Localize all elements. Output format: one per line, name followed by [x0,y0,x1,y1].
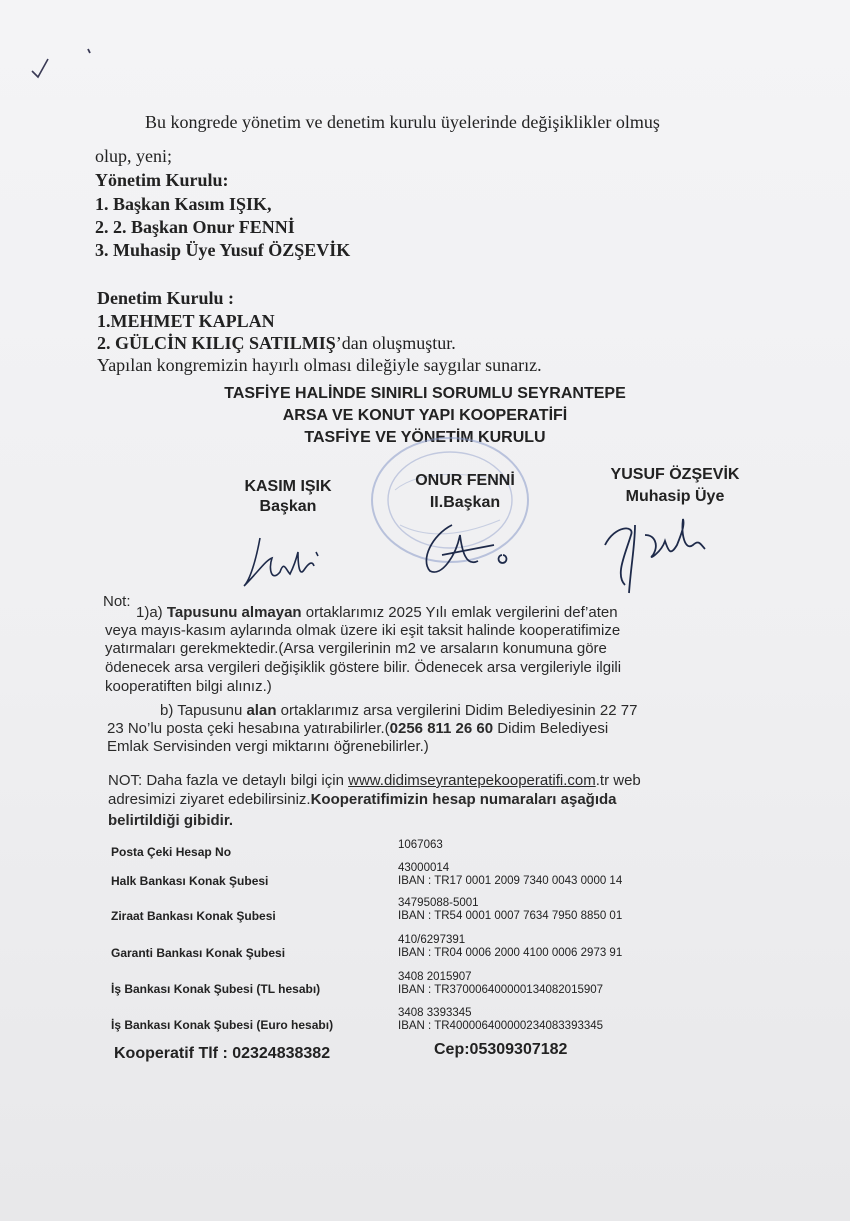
signatory-1-role: Başkan [259,498,317,515]
note-b-prefix: b) Tapusunu [160,702,247,719]
cooperative-phone: Kooperatif Tlf : 02324838382 [114,1045,331,1062]
yonetim-member-2: 2. 2. Başkan Onur FENNİ [95,217,295,237]
website-link[interactable]: www.didimseyrantepekooperatifi.com [348,772,596,789]
note-b-line1 [160,702,637,719]
account-line1-ziraat: 34795088-5001 [398,897,479,909]
not-label: Not: [103,593,131,610]
coop-header-line3: TASFİYE VE YÖNETİM KURULU [304,429,546,446]
signature-2 [412,515,522,580]
info-line2-bold: Kooperatifimizin hesap numaraları aşağıda [310,791,617,808]
denetim-member-2-name: 2. GÜLCİN KILIÇ SATILMIŞ [97,333,336,353]
account-label-halk: Halk Bankası Konak Şubesi [111,874,269,888]
cooperative-mobile: Cep:05309307182 [434,1041,568,1058]
note-b-phone: 0256 811 26 60 [389,720,494,737]
account-line1-is-euro: 3408 3393345 [398,1007,472,1019]
signatory-3-name: YUSUF ÖZŞEVİK [610,466,740,483]
pen-mark [28,45,78,85]
signature-1 [238,530,328,592]
para1-line2: olup, yeni; [95,146,172,166]
coop-header-line2: ARSA VE KONUT YAPI KOOPERATİFİ [282,407,568,424]
denetim-member-1: 1.MEHMET KAPLAN [97,311,275,331]
account-label-garanti: Garanti Bankası Konak Şubesi [111,946,286,960]
yonetim-title: Yönetim Kurulu: [95,170,229,190]
account-iban-is-tl: IBAN : TR370006400000134082015907 [398,984,604,996]
account-line1-is-tl: 3408 2015907 [398,971,472,983]
note-b-line2-pre: 23 No’lu posta çeki hesabına yatırabilirler.( [107,720,390,737]
account-iban-is-euro: IBAN : TR400006400000234083393345 [398,1020,604,1032]
account-label-is-euro: İş Bankası Konak Şubesi (Euro hesabı) [111,1018,334,1032]
para1-line1: Bu kongrede yönetim ve denetim kurulu üyelerinde değişiklikler olmuş [145,112,660,132]
signatory-2-name: ONUR FENNİ [415,472,515,489]
yonetim-member-1: 1. Başkan Kasım IŞIK, [95,194,272,214]
account-line1-garanti: 410/6297391 [398,934,466,946]
coop-header-line1: TASFİYE HALİNDE SINIRLI SORUMLU SEYRANTEPE [224,385,626,402]
closing-line: Yapılan kongremizin hayırlı olması dileğiyle saygılar sunarız. [97,355,542,375]
note-a-line5: kooperatiften bilgi alınız.) [105,678,272,695]
account-line1-halk: 43000014 [398,862,450,874]
note-a-bold: Tapusunu almayan [166,604,302,621]
note-a-line3: yatırmaları gerekmektedir.(Arsa vergilerinin m2 ve arsaların konumuna göre [105,640,607,657]
info-line3: belirtildiği gibidir. [108,812,234,829]
account-label-is-tl: İş Bankası Konak Şubesi (TL hesabı) [111,982,321,996]
account-iban-halk: IBAN : TR17 0001 2009 7340 0043 0000 14 [398,875,623,887]
account-line1-posta: 1067063 [398,839,443,851]
yonetim-member-3: 3. Muhasip Üye Yusuf ÖZŞEVİK [95,240,351,260]
account-iban-ziraat: IBAN : TR54 0001 0007 7634 7950 8850 01 [398,910,623,922]
note-a-line4: ödenecek arsa vergileri değişiklik göstere bilir. Ödenecek arsa vergileriyle ilgili [105,659,622,676]
note-b-line3: Emlak Servisinden vergi miktarını öğrenebilirler.) [107,738,429,755]
info-line2 [108,791,617,808]
note-a-line1 [136,604,618,621]
note-a-line2: veya mayıs-kasım aylarında olmak üzere iki eşit taksit halinde kooperatifimize [105,622,621,639]
denetim-title: Denetim Kurulu : [97,288,234,308]
info-post: .tr web [595,772,641,789]
signatory-3-role: Muhasip Üye [625,488,725,505]
info-line2-pre: adresimizi ziyaret edebilirsiniz. [108,791,311,808]
note-b-bold: alan [246,702,277,719]
note-b-line2-post: Didim Belediyesi [493,720,609,737]
signatory-1-name: KASIM IŞIK [244,478,332,495]
note-b-line2 [107,720,608,737]
signature-3 [595,505,725,595]
denetim-member-2-rest: ’dan oluşmuştur. [335,333,456,353]
note-a-prefix: 1)a) [136,604,167,621]
signatory-2-role: II.Başkan [429,494,501,511]
denetim-member-2 [97,333,456,354]
info-pre: NOT: Daha fazla ve detaylı bilgi için [108,772,349,789]
account-label-posta: Posta Çeki Hesap No [111,845,232,859]
note-a-line1-rest: ortaklarımız 2025 Yılı emlak vergilerini def’aten [301,604,618,621]
account-iban-garanti: IBAN : TR04 0006 2000 4100 0006 2973 91 [398,947,623,959]
note-b-line1-rest: ortaklarımız arsa vergilerini Didim Belediyesinin 22 77 [276,702,638,719]
account-label-ziraat: Ziraat Bankası Konak Şubesi [111,909,276,923]
info-line1 [108,772,641,789]
